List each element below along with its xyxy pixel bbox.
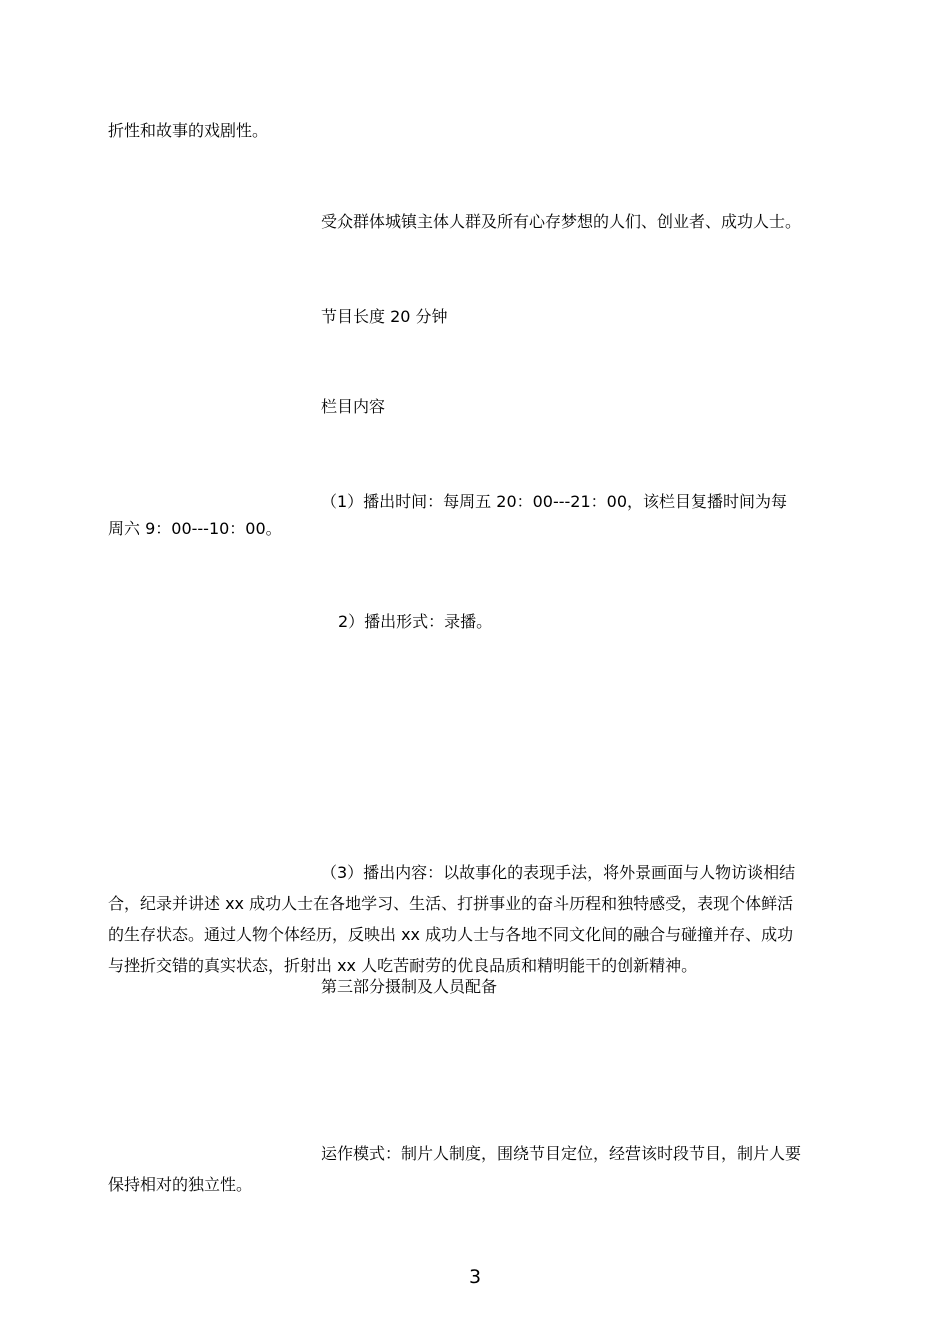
item-1-broadcast-time-cont: 周六 9：00---10：00。 (108, 519, 282, 538)
audience-text: 受众群体城镇主体人群及所有心存梦想的人们、创业者、成功人士。 (321, 212, 802, 231)
operation-mode-cont: 保持相对的独立性。 (108, 1175, 253, 1194)
item-3-broadcast-content-line3: 的生存状态。通过人物个体经历，反映出 xx 成功人士与各地不同文化间的融合与碰撞并存、成功 (108, 925, 794, 944)
program-length: 节目长度 20 分钟 (321, 307, 448, 326)
continued-text: 折性和故事的戏剧性。 (108, 121, 269, 140)
item-2-broadcast-format: 2）播出形式：录播。 (338, 612, 493, 631)
item-3-broadcast-content-line4: 与挫折交错的真实状态，折射出 xx 人吃苦耐劳的优良品质和精明能干的创新精神。 (108, 956, 698, 975)
section-heading-content: 栏目内容 (321, 397, 386, 416)
operation-mode: 运作模式：制片人制度，围绕节目定位，经营该时段节目，制片人要 (321, 1144, 802, 1163)
item-3-broadcast-content: （3）播出内容：以故事化的表现手法，将外景画面与人物访谈相结 (321, 863, 796, 882)
item-3-broadcast-content-line2: 合，纪录并讲述 xx 成功人士在各地学习、生活、打拼事业的奋斗历程和独特感受，表现个体鲜活 (108, 894, 794, 913)
page-number: 3 (468, 1266, 482, 1288)
part-3-heading: 第三部分摄制及人员配备 (321, 977, 498, 996)
item-1-broadcast-time: （1）播出时间：每周五 20：00---21：00，该栏目复播时间为每 (321, 492, 788, 511)
